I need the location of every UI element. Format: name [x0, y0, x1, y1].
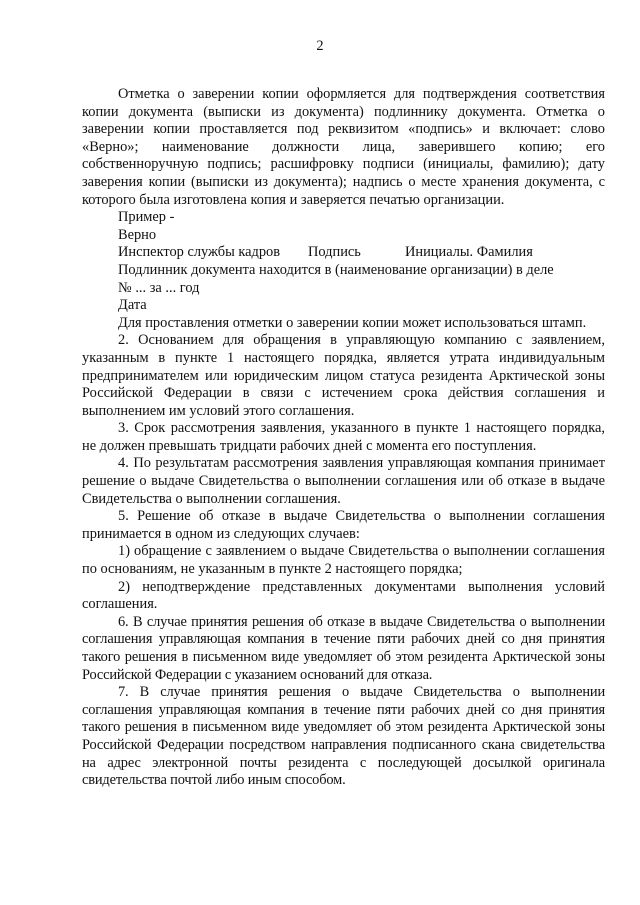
- example-storage: Подлинник документа находится в (наименование организации) в деле: [118, 261, 554, 278]
- paragraph-5: 5. Решение об отказе в выдаче Свидетельства о выполнении соглашения принимается в одном из следующих случаев:: [82, 508, 605, 542]
- paragraph-stamp: Для проставления отметки о заверении копии может использоваться штамп.: [118, 314, 587, 331]
- paragraph-4: 4. По результатам рассмотрения заявления управляющая компания принимает решение о выдаче Свидетельства о выполнении соглашения или об отказе в выдаче Свидетельства о выполнении соглашения.: [82, 455, 605, 507]
- example-case-number: № ... за ... год: [118, 279, 200, 296]
- example-name: Инициалы. Фамилия: [405, 244, 533, 261]
- example-heading: Пример -: [118, 209, 175, 226]
- paragraph-5-item-2: 2) неподтверждение представленных документами выполнения условий соглашения.: [82, 578, 605, 613]
- paragraph-6: 6. В случае принятия решения об отказе в выдаче Свидетельства о выполнении соглашения управляющая компания в течение пяти рабочих дней со дня принятия такого решения в письменном виде уведомляет об этом резидента Арктической зоны Российской Федерации с указанием оснований для отказа.: [82, 613, 605, 683]
- page-number: 2: [316, 38, 324, 54]
- document-body: [82, 86, 605, 790]
- example-date: Дата: [118, 297, 147, 314]
- example-signature-row: [82, 244, 605, 262]
- paragraph-5-item-1: 1) обращение с заявлением о выдаче Свидетельства о выполнении соглашения по основаниям, не указанным в пункте 2 настоящего порядка;: [82, 543, 605, 578]
- paragraph-3: 3. Срок рассмотрения заявления, указанного в пункте 1 настоящего порядка, не должен превышать тридцати рабочих дней с момента его поступления.: [82, 420, 605, 454]
- example-verno: Верно: [118, 226, 157, 243]
- paragraph-copy-certification: Отметка о заверении копии оформляется для подтверждения соответствия копии документа (выписки из документа) подлиннику документа. Отметка о заверении копии проставляется под реквизитом «подпись» и включает: слово «Верно»; наименование должности лица, заверившего копию; его собственноручную подпись; расшифровку подписи (инициалы, фамилию); дату заверения копии (выписки из документа); надпись о месте хранения документа, с которого была изготовлена копия и заверяется печатью организации.: [82, 86, 605, 208]
- paragraph-7: 7. В случае принятия решения о выдаче Свидетельства о выполнении соглашения управляющая компания в течение пяти рабочих дней со дня принятия такого решения в письменном виде уведомляет об этом резидента Арктической зоны Российской Федерации посредством направления подписанного скана свидетельства на адрес электронной почты резидента с последующей досылкой оригинала свидетельства почтой либо иным способом.: [82, 684, 605, 789]
- example-signature: Подпись: [308, 244, 361, 261]
- example-position: Инспектор службы кадров: [118, 244, 281, 261]
- paragraph-2: 2. Основанием для обращения в управляющую компанию с заявлением, указанным в пункте 1 настоящего порядка, является утрата индивидуальным предпринимателем или юридическим лицом статуса резидента Арктической зоны Российской Федерации в связи с истечением срока действия соглашения и выполнением им условий этого соглашения.: [82, 332, 605, 419]
